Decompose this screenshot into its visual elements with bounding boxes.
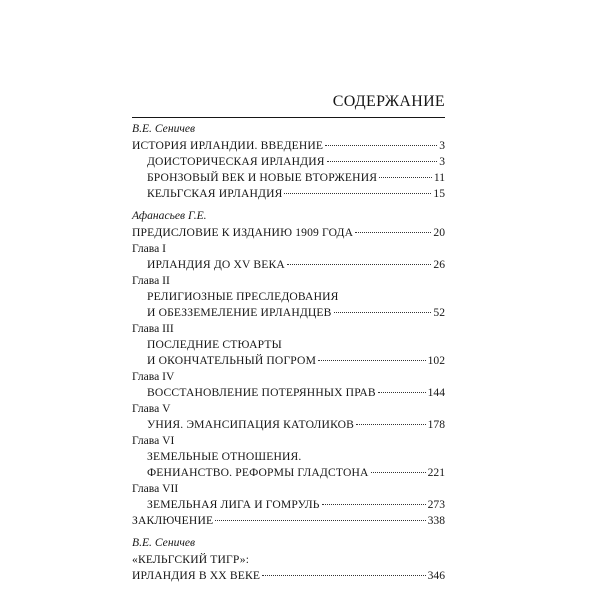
dot-leader xyxy=(378,392,426,393)
contents-heading: СОДЕРЖАНИЕ xyxy=(332,93,445,110)
chapter-label: Глава V xyxy=(132,402,171,415)
page-number: 144 xyxy=(427,386,445,399)
toc-entry xyxy=(132,225,445,241)
toc-entry xyxy=(132,305,445,321)
entry-title: ВОССТАНОВЛЕНИЕ ПОТЕРЯННЫХ ПРАВ xyxy=(147,386,376,399)
page-number: 221 xyxy=(427,466,445,479)
toc-entry xyxy=(132,417,445,433)
toc-entry xyxy=(132,513,445,529)
toc-section xyxy=(132,535,445,584)
table-of-contents xyxy=(132,121,445,590)
toc-entry xyxy=(132,353,445,369)
toc-entry xyxy=(132,170,445,186)
toc-section xyxy=(132,121,445,202)
toc-entry xyxy=(132,257,445,273)
page-number: 26 xyxy=(433,258,445,271)
page-number: 3 xyxy=(439,139,445,152)
toc-entry xyxy=(132,385,445,401)
dot-leader xyxy=(355,232,431,233)
toc-section xyxy=(132,208,445,529)
page-number: 11 xyxy=(433,171,445,184)
entry-title: КЕЛЬГСКАЯ ИРЛАНДИЯ xyxy=(147,187,283,200)
dot-leader xyxy=(284,193,431,194)
page-number: 346 xyxy=(427,569,445,582)
toc-entry xyxy=(132,186,445,202)
page-number: 20 xyxy=(433,226,445,239)
dot-leader xyxy=(215,520,425,521)
entry-title: ФЕНИАНСТВО. РЕФОРМЫ ГЛАДСТОНА xyxy=(147,466,369,479)
chapter-label: Глава VII xyxy=(132,482,179,495)
dot-leader xyxy=(287,264,432,265)
chapter-label: Глава IV xyxy=(132,370,175,383)
toc-entry xyxy=(132,568,445,584)
section-author: В.Е. Сеничев xyxy=(132,536,196,549)
entry-title: УНИЯ. ЭМАНСИПАЦИЯ КАТОЛИКОВ xyxy=(147,418,355,431)
entry-title-line: РЕЛИГИОЗНЫЕ ПРЕСЛЕДОВАНИЯ xyxy=(147,290,339,303)
dot-leader xyxy=(327,161,438,162)
toc-entry xyxy=(132,154,445,170)
page-number: 338 xyxy=(427,514,445,527)
dot-leader xyxy=(334,312,432,313)
dot-leader xyxy=(262,575,426,576)
dot-leader xyxy=(318,360,426,361)
toc-entry xyxy=(132,465,445,481)
page-number: 102 xyxy=(427,354,445,367)
page-number: 15 xyxy=(433,187,445,200)
heading-rule xyxy=(132,117,445,118)
entry-title: ИРЛАНДИЯ В XX ВЕКЕ xyxy=(132,569,261,582)
page-number: 273 xyxy=(427,498,445,511)
entry-title-line: ЗЕМЕЛЬНЫЕ ОТНОШЕНИЯ. xyxy=(147,450,302,463)
chapter-label: Глава II xyxy=(132,274,170,287)
entry-title-line: ПОСЛЕДНИЕ СТЮАРТЫ xyxy=(147,338,282,351)
entry-title: ЗЕМЕЛЬНАЯ ЛИГА И ГОМРУЛЬ xyxy=(147,498,320,511)
toc-entry xyxy=(132,497,445,513)
page-number: 52 xyxy=(433,306,445,319)
entry-title-line: «КЕЛЬГСКИЙ ТИГР»: xyxy=(132,553,250,566)
entry-title: ИСТОРИЯ ИРЛАНДИИ. ВВЕДЕНИЕ xyxy=(132,139,324,152)
entry-title: И ОБЕЗЗЕМЕЛЕНИЕ ИРЛАНДЦЕВ xyxy=(147,306,332,319)
chapter-label: Глава VI xyxy=(132,434,175,447)
dot-leader xyxy=(325,145,437,146)
chapter-label: Глава I xyxy=(132,242,166,255)
dot-leader xyxy=(379,177,432,178)
entry-title: ДОИСТОРИЧЕСКАЯ ИРЛАНДИЯ xyxy=(147,155,325,168)
page-number: 178 xyxy=(427,418,445,431)
entry-title: ЗАКЛЮЧЕНИЕ xyxy=(132,514,214,527)
section-author: В.Е. Сеничев xyxy=(132,122,196,135)
dot-leader xyxy=(356,424,426,425)
entry-title: ИРЛАНДИЯ ДО XV ВЕКА xyxy=(147,258,285,271)
entry-title: И ОКОНЧАТЕЛЬНЫЙ ПОГРОМ xyxy=(147,354,317,367)
toc-entry xyxy=(132,138,445,154)
dot-leader xyxy=(322,504,426,505)
section-author: Афанасьев Г.Е. xyxy=(132,209,207,222)
entry-title: ПРЕДИСЛОВИЕ К ИЗДАНИЮ 1909 ГОДА xyxy=(132,226,354,239)
dot-leader xyxy=(371,472,426,473)
page-number: 3 xyxy=(439,155,445,168)
chapter-label: Глава III xyxy=(132,322,174,335)
entry-title: БРОНЗОВЫЙ ВЕК И НОВЫЕ ВТОРЖЕНИЯ xyxy=(147,171,378,184)
